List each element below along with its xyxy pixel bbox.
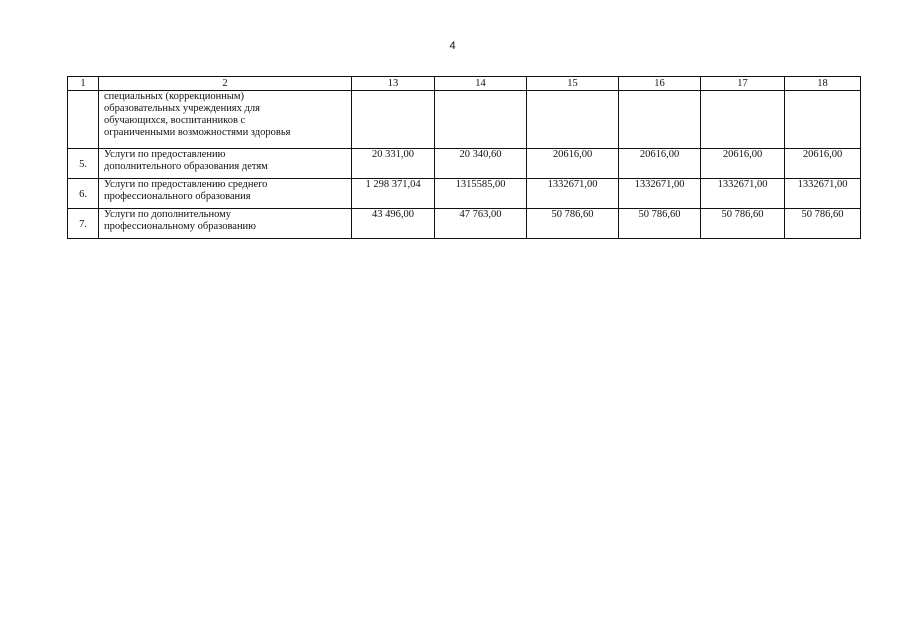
value-cell: 50 786,60 [619,209,701,239]
table-row [68,149,861,179]
value-cell: 20 340,60 [435,149,527,179]
value-cell: 1315585,00 [435,179,527,209]
service-name [99,91,352,149]
value-cell: 20616,00 [619,149,701,179]
services-table [67,76,861,239]
column-header: 13 [352,77,435,91]
column-header: 16 [619,77,701,91]
service-name [99,149,352,179]
value-cell: 1332671,00 [701,179,785,209]
column-header: 17 [701,77,785,91]
table-row [68,179,861,209]
value-cell: 50 786,60 [785,209,861,239]
row-number: 5. [68,149,99,179]
value-cell: 43 496,00 [352,209,435,239]
value-cell [701,91,785,149]
value-cell: 1332671,00 [527,179,619,209]
column-header: 15 [527,77,619,91]
value-cell [527,91,619,149]
value-cell: 20616,00 [527,149,619,179]
service-name-line: дополнительного образования детям [104,161,268,172]
service-name-line: образовательных учреждениях для [104,103,260,114]
row-number: 7. [68,209,99,239]
service-name-line: Услуги по предоставлению среднего [104,179,268,190]
row-number: 6. [68,179,99,209]
value-cell: 1 298 371,04 [352,179,435,209]
row-number [68,91,99,149]
service-name-line: Услуги по дополнительному [104,209,232,220]
table-header-row [68,77,861,91]
value-cell: 20616,00 [701,149,785,179]
table-row [68,91,861,149]
service-name-line: профессионального образования [104,191,251,202]
page-number: 4 [449,40,456,52]
value-cell [435,91,527,149]
value-cell: 50 786,60 [701,209,785,239]
service-name-line: обучающихся, воспитанников с [104,115,246,126]
value-cell: 20 331,00 [352,149,435,179]
value-cell: 1332671,00 [619,179,701,209]
value-cell [352,91,435,149]
service-name-line: Услуги по предоставлению [104,149,226,160]
column-header: 14 [435,77,527,91]
column-header: 2 [99,77,352,91]
column-header: 18 [785,77,861,91]
value-cell: 47 763,00 [435,209,527,239]
service-name-line: специальных (коррекционным) [104,91,245,102]
value-cell: 20616,00 [785,149,861,179]
table-row [68,209,861,239]
column-header: 1 [68,77,99,91]
value-cell: 1332671,00 [785,179,861,209]
value-cell [619,91,701,149]
service-name [99,179,352,209]
value-cell: 50 786,60 [527,209,619,239]
service-name [99,209,352,239]
service-name-line: ограниченными возможностями здоровья [104,127,291,138]
value-cell [785,91,861,149]
service-name-line: профессиональному образованию [104,221,257,232]
